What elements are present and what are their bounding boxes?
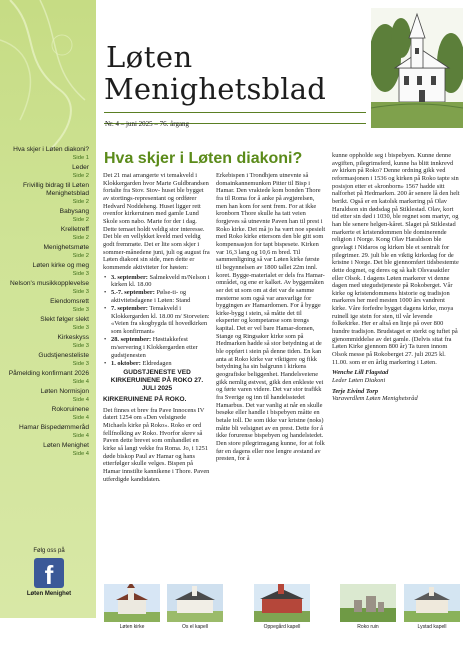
signature-name: Terje Eivind Torp (332, 387, 379, 395)
toc-item-page: Side 2 (72, 199, 89, 205)
article-column-1 (103, 172, 211, 485)
event-item (103, 274, 211, 289)
event-item (103, 336, 211, 359)
toc-item[interactable] (3, 316, 89, 332)
toc-item-page: Side 2 (72, 235, 89, 241)
toc-item[interactable] (3, 334, 89, 350)
toc-item-title: Kirkeskyss (57, 334, 89, 341)
event-text: Eldredagen (142, 359, 172, 367)
toc-item-title: Frivillig bidrag til Løten Menighetsblad (23, 182, 89, 197)
table-of-contents (3, 146, 89, 460)
subheading: GUDSTJENESTE VED KIRKERUINENE PÅ ROKO 27. JULI 2025 (110, 369, 204, 392)
article-paragraph: kunne oppholde seg i bispebyen. Kunne denne avgiften, pilegrimsferd, kunne ha blitt innkrevd av kirken på Roko? Denne ordning gikk ved reformasjonen i 1536 og kirken på Roko tapte sin posisjon etter et «kronborn» 1567 hadde sitt nalforhet på Hedmarken. 200 år senere lå den helt berikt. Også er en katolsk markering på Olav Haraldson sin dødsdag på Stiklestad. Olav, kort tid etter sin død i 1030, ble regnet som martyr, og han ble senere helgen-kåret. Slaget på Stiklestad markerte et kristendommen ble dominerende religion i Norge. Kong Olav Haraldson ble gravlagt i Nidaros og kirken ble et sentralt for pilegrimer. 29. juli ble en viktig kirkedag for de kristne i Norge. Det ble gjennomført tidsbestemte dette dogmet, og deres og så kalt Olsvasaktler eller Olsok. I dagens Løten markerer vi denne dagen med utegudstjeneste på Rokoberget. Vår kirke og kristendommens historie og tradisjon markeres her med mesten 1000 års vandrent kirke. Våre forfedre bygget dagens kirke, moya ruinell ige stein for sten, til vår levende folkekirke. Her er altså en linje på over 800 hundre tradisjon. Brudstaget er sterkt og tuftet på gjenommiddelse av det gamle. (Delvis sitat fra Løten Kirke gjennom 800 år) Ta turen innom Olsok messe på Rokoberget 27. juli 2025 kl. 11.00. som er en årlig markering i Løten. (332, 152, 460, 366)
event-list (103, 274, 211, 368)
toc-item-page: Side 3 (72, 325, 89, 331)
toc-item-page: Side 3 (72, 343, 89, 349)
church-drawing-icon (371, 8, 463, 128)
toc-item[interactable] (3, 244, 89, 260)
title-line-2: Menighetsblad (104, 72, 327, 106)
toc-item-page: Side 2 (72, 173, 89, 179)
toc-item-page: Side 3 (72, 361, 89, 367)
article-paragraph: Erkebispen i Trondhjem utnevnte så domainkannemunken Pitter til Bisp i Hamar. Den vraktede kom bonden Thore fra til Roma for å anke på avgjørelsen, men han kom for sent frem. For at ikke kronborn Thore skulle ha tatt veien forgjeves så utnevnte Paven han til prest i Roko kirke. Det må jo ha vært noe spesielt med Roko kirke ettersom den ble gitt som kompensasjon for tapt bispesete. Kirken var 16,3 lang og 10,6 m bred. Til sammenligning så var Løten kirke første til begynnelsen av 1800 tallet 22m innl. koret. Bygge-materialet er dels fra Hamar-området, og ene er kalket. Av byggemåten ser det ut som om at det var de samme mesterne som også var ansvarlige for byggingen av Hamardomen. For å bygge kirke-bygg i stein, så måtte det til eksperter og kompetanse som trengs kapital. Det er vel bare Hamar-domen, Stange og Ringsaker kirke som på Hedmarken hadde så stor betydning at de ble oppført i stein på denne tiden. En kan anta at Roko kirke var viktigere og fikk betydning ha sin balgrunn i kirkens geografiske beliggenhet. Handelsveiene gikk nemlig østvest, gikk den enkleste vei og førte varen videre. Det var stor trafikk fra Sverige og inn til handelsstedet Hamarbus. Det var vanlig at når en skulle besøke eller handle i bispebyen måtte en betale toll. De som ikke var kristne (noks) måtte bli velsignet av en prest. Dette for å ikke forurense bispebyen og handelstedet. Den store pilegrimsgang kunne, for at folk før en dagens eller noe lengre avstand av presten, for å (216, 172, 326, 463)
signature-name: Wenche Lill Flagstad (332, 369, 389, 377)
toc-item-title: Eiendomsrett (50, 298, 89, 305)
event-text: Temakveld i Klokkergarden kl. 18.00 m/ Storveien: «Veien fra skogbygda til hovedkirken som konfirmant» (111, 305, 210, 336)
toc-item[interactable] (3, 298, 89, 314)
toc-item[interactable] (3, 262, 89, 278)
subheading: KIRKERUINENE PÅ ROKO. (103, 395, 187, 403)
toc-item-page: Side 4 (72, 451, 89, 457)
toc-item-page: Side 2 (72, 253, 89, 259)
toc-item-title: Løten Normisjon (40, 388, 89, 395)
event-item (103, 360, 211, 368)
toc-item[interactable] (3, 280, 89, 296)
photo-caption: Os el kapell (181, 624, 209, 630)
photo-lystad-kapell (404, 584, 460, 630)
toc-item-title: Slekt følger slekt (40, 316, 89, 323)
toc-item[interactable] (3, 406, 89, 422)
toc-item-title: Hamar Bispedømmeråd (19, 424, 89, 431)
title-line-1: Løten (106, 40, 193, 74)
chapel-photo-icon (167, 584, 223, 622)
sidebar (0, 0, 96, 618)
article-paragraph: Det finnes et brev fra Pave Innocens IV datert 1254 om «Den velsignede Michaels kirke på Roko». Roko er ord fellfnolking av Roko. Hvorfor skrev så Paven dette brevet som omhandlet en kirke så langt vekke fra Roma. Jo, i 1251 døde biskop Paul av Hamar og hans etterfølger skulle velges. Bispen på Hamar innstilte kannikene i Thore. Paven utferdigde kandidaten. (103, 406, 210, 483)
toc-item[interactable] (3, 146, 89, 162)
facebook-label: Følg oss på (33, 548, 65, 554)
event-date: 5.-7. september: (111, 289, 155, 297)
toc-item[interactable] (3, 164, 89, 180)
facebook-icon[interactable]: f (34, 558, 64, 588)
toc-item-title: Løten kirke og meg (32, 262, 89, 269)
toc-item-title: Hva skjer i Løten diakoni? (13, 146, 89, 153)
masthead (100, 0, 465, 130)
ruin-photo-icon (340, 584, 396, 622)
toc-item-title: Løten Menighet (43, 442, 89, 449)
toc-item[interactable] (3, 182, 89, 206)
toc-item[interactable] (3, 226, 89, 242)
event-text: Høsttakkefest m/servering i Klokkergarden etter gudstjenesten (111, 336, 198, 359)
toc-item[interactable] (3, 442, 89, 458)
issue-info: Nr. 4 – juni 2025 – 76. årgang (105, 120, 190, 128)
event-date: 28. september: (111, 336, 152, 344)
photo-loten-kirke (104, 584, 160, 630)
church-photo-strip (104, 584, 462, 636)
photo-caption: Roko ruin (357, 624, 379, 630)
toc-item-title: Leder (72, 164, 89, 171)
toc-item-page: Side 3 (72, 271, 89, 277)
signature-role: Varaverdlem Løten Menighetsråd (332, 395, 418, 403)
article-paragraph: Det 21 mai arrangerte vi temakveld i Klokkergarden hvor Marte Guldbrandsen fortalte fra Stov. Stov- huset ble bygget av stortings-representant og ordfører Hedvard Noddeheng. Huset ligger rett ovenfor kirkeruinen med gamle Lund Skole som nabo. Marte for der i dag. Dette temaet holdt veldig stor interesse. Det ble en vellykket kveld med veldig godt fremmøte. Det er lite som skjer i sommer-månedene juni, juli og august fra Løten diakoni sin side, men dette er kommende aktiviteter for høsten: (103, 172, 210, 271)
toc-item-title: Nelson's musikkopplevelse (10, 280, 89, 287)
article-column-3 (332, 152, 460, 403)
photo-os-kapell (167, 584, 223, 630)
signature (332, 388, 460, 403)
decorative-swirl-icon (0, 0, 96, 150)
toc-item-title: Krelletreff (60, 226, 89, 233)
toc-item-title: Gudstjenesteliste (38, 352, 89, 359)
toc-item[interactable] (3, 208, 89, 224)
chapel-photo-icon (404, 584, 460, 622)
toc-item-page: Side 3 (72, 289, 89, 295)
church-photo-icon (104, 584, 160, 622)
toc-item-page: Side 4 (72, 379, 89, 385)
photo-caption: Oppegård kapell (263, 624, 301, 630)
event-date: 3. september: (111, 273, 148, 281)
photo-caption: Lystad kapell (417, 624, 447, 630)
toc-item[interactable] (3, 370, 89, 386)
photo-oppegard-kapell (254, 584, 310, 630)
photo-roko-ruin (340, 584, 396, 630)
article-headline: Hva skjer i Løten diakoni? (104, 150, 303, 167)
event-date: 7. september: (111, 305, 148, 313)
toc-item-page: Side 2 (72, 217, 89, 223)
article-column-2 (216, 172, 326, 465)
toc-item-page: Side 4 (72, 415, 89, 421)
event-item (103, 289, 211, 304)
toc-item-title: Babysang (59, 208, 89, 215)
event-date: 1. oktober: (111, 359, 141, 367)
facebook-box[interactable] (12, 548, 86, 612)
signature-role: Leder Løten Diakoni (332, 377, 386, 385)
photo-caption: Løten kirke (119, 624, 145, 630)
toc-item-title: Menighetsmøte (43, 244, 89, 251)
toc-item-page: Side 4 (72, 433, 89, 439)
toc-item-title: Rokoruinene (51, 406, 89, 413)
toc-item-title: Påmelding konfirmant 2026 (8, 370, 89, 377)
event-text: Pølse-ti- og aktivitetsdagene i Løten: Stand (111, 289, 191, 304)
facebook-page-name: Løten Menighet (26, 591, 72, 597)
event-item (103, 305, 211, 336)
signature (332, 369, 460, 384)
toc-item-page: Side 3 (72, 307, 89, 313)
issue-bar (104, 112, 366, 128)
toc-item[interactable] (3, 424, 89, 440)
toc-item[interactable] (3, 388, 89, 404)
chapel-photo-icon (254, 584, 310, 622)
event-text: Salmekveld m/Nelson i kirken kl. 18.00 (111, 273, 210, 289)
toc-item[interactable] (3, 352, 89, 368)
toc-item-page: Side 1 (72, 155, 89, 161)
toc-item-page: Side 4 (72, 397, 89, 403)
